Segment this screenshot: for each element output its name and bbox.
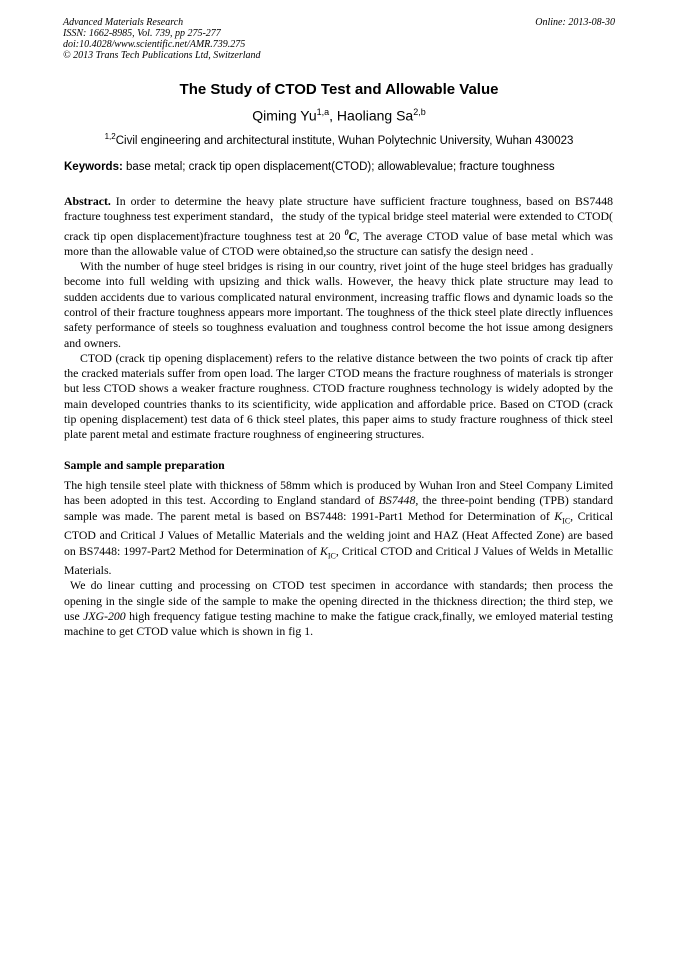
paper-title: The Study of CTOD Test and Allowable Value <box>179 81 499 98</box>
process-text: high frequency fatigue testing machine to make the fatigue crack,finally, we emloyed material testing machine to get CTOD value which is shown in fig 1. <box>64 609 613 639</box>
temperature-unit: C <box>348 228 357 243</box>
author-affiliation-mark: 2,b <box>413 107 426 117</box>
abstract-paragraph <box>64 194 613 259</box>
k-subscript: IC <box>327 550 336 560</box>
sample-text: The high tensile steel plate with thickness of 58mm which is produced by Wuhan Iron and Steel Company Limited has been adopted in this test. According to England standard of <box>64 477 613 508</box>
online-date: Online: 2013-08-30 <box>535 17 615 28</box>
journal-name: Advanced Materials Research <box>63 17 184 28</box>
standard-name: BS7448, <box>378 493 419 508</box>
keywords <box>64 160 616 174</box>
paper-body <box>64 194 613 640</box>
k-symbol: K <box>554 508 563 523</box>
sample-text: the three-point bending (TPB) standard sample was made. The parent metal is based on BS7448: 1991-Part1 Method for Determination of <box>64 493 613 523</box>
degree-sign: 0 <box>344 227 349 237</box>
process-text: We do linear cutting and processing on CTOD test specimen in accordance with standards; then process the opening in the single side of the sample to make the opening directed in the thickness direction; the third step, we use <box>64 578 613 624</box>
k-subscript: IC <box>562 515 571 525</box>
abstract-text: In order to determine the heavy plate structure have sufficient fracture toughness, based on BS7448 fracture toughness test experiment standard，the study of the typical bridge steel material were extended to CTOD( crack tip open displacement)fracture toughness test at 20 <box>64 194 613 243</box>
keywords-text: base metal; crack tip open displacement(CTOD); allowablevalue; fracture toughness <box>122 161 555 173</box>
section-heading: Sample and sample preparation <box>64 457 225 472</box>
abstract-label: Abstract. <box>64 194 111 208</box>
issn-line: ISSN: 1662-8985, Vol. 739, pp 275-277 <box>63 28 221 39</box>
author-affiliation-mark: 1,a <box>316 107 330 117</box>
intro-paragraph: With the number of huge steel bridges is rising in our country, rivet joint of the huge steel bridges has gradually become into full welding with upsizing and thick walls. However, the heavy thick plate structure may lead to sudden accidents due to various complicated natural environment, increasing traffic flows and dynamic loads so the control of their fracture toughness appears more important. The toughness of the thick steel plate directly influences safety performance of steels so toughness evaluation and toughness control become the hot issue among designers and owners. <box>64 259 613 350</box>
sample-text: , Critical CTOD and Critical J Values of Metallic Materials and the welding joint and HAZ (Heat Affected Zone) are based on BS7448: 1997-Part2 Method for Determination of <box>64 508 614 558</box>
keywords-label: Keywords: <box>64 161 123 173</box>
author-separator: , <box>329 107 337 124</box>
journal-header <box>63 17 615 61</box>
author-name: Qiming Yu <box>252 107 317 124</box>
copyright-line: © 2013 Trans Tech Publications Ltd, Switzerland <box>63 50 261 61</box>
affiliation-text: Civil engineering and architectural institute, Wuhan Polytechnic University, Wuhan 430023 <box>115 134 574 147</box>
intro-paragraph: CTOD (crack tip opening displacement) refers to the relative distance between the two points of crack tip after the cracked materials suffer from open load. The larger CTOD means the fracture roughness of materials is stronger but less CTOD shows a weaker fracture roughness. CTOD fracture roughness technology is widely adopted by the main developed countries thanks to its scientificity, wide application and affordable price. Based on CTOD (crack tip opening displacement) test data of 6 thick steel plates, this paper aims to study fracture roughness of thick steel plate parent metal and estimate fracture roughness of engineering structures. <box>64 350 613 442</box>
sample-text: , Critical CTOD and Critical J Values of Welds in Metallic Materials. <box>64 543 613 578</box>
author-list <box>0 103 678 125</box>
affiliation <box>0 130 678 148</box>
abstract-text: , The average CTOD value of base metal which was more than the allowable value of CTOD were obtained,so the structure can satisfy the design need . <box>64 228 613 258</box>
machine-name: JXG-200 <box>83 609 126 624</box>
author-name: Haoliang Sa <box>336 107 414 124</box>
k-symbol: K <box>319 543 328 558</box>
doi-line: doi:10.4028/www.scientific.net/AMR.739.275 <box>63 39 246 50</box>
process-paragraph <box>64 578 613 639</box>
sample-paragraph <box>64 478 613 579</box>
affiliation-mark: 1,2 <box>104 132 116 141</box>
